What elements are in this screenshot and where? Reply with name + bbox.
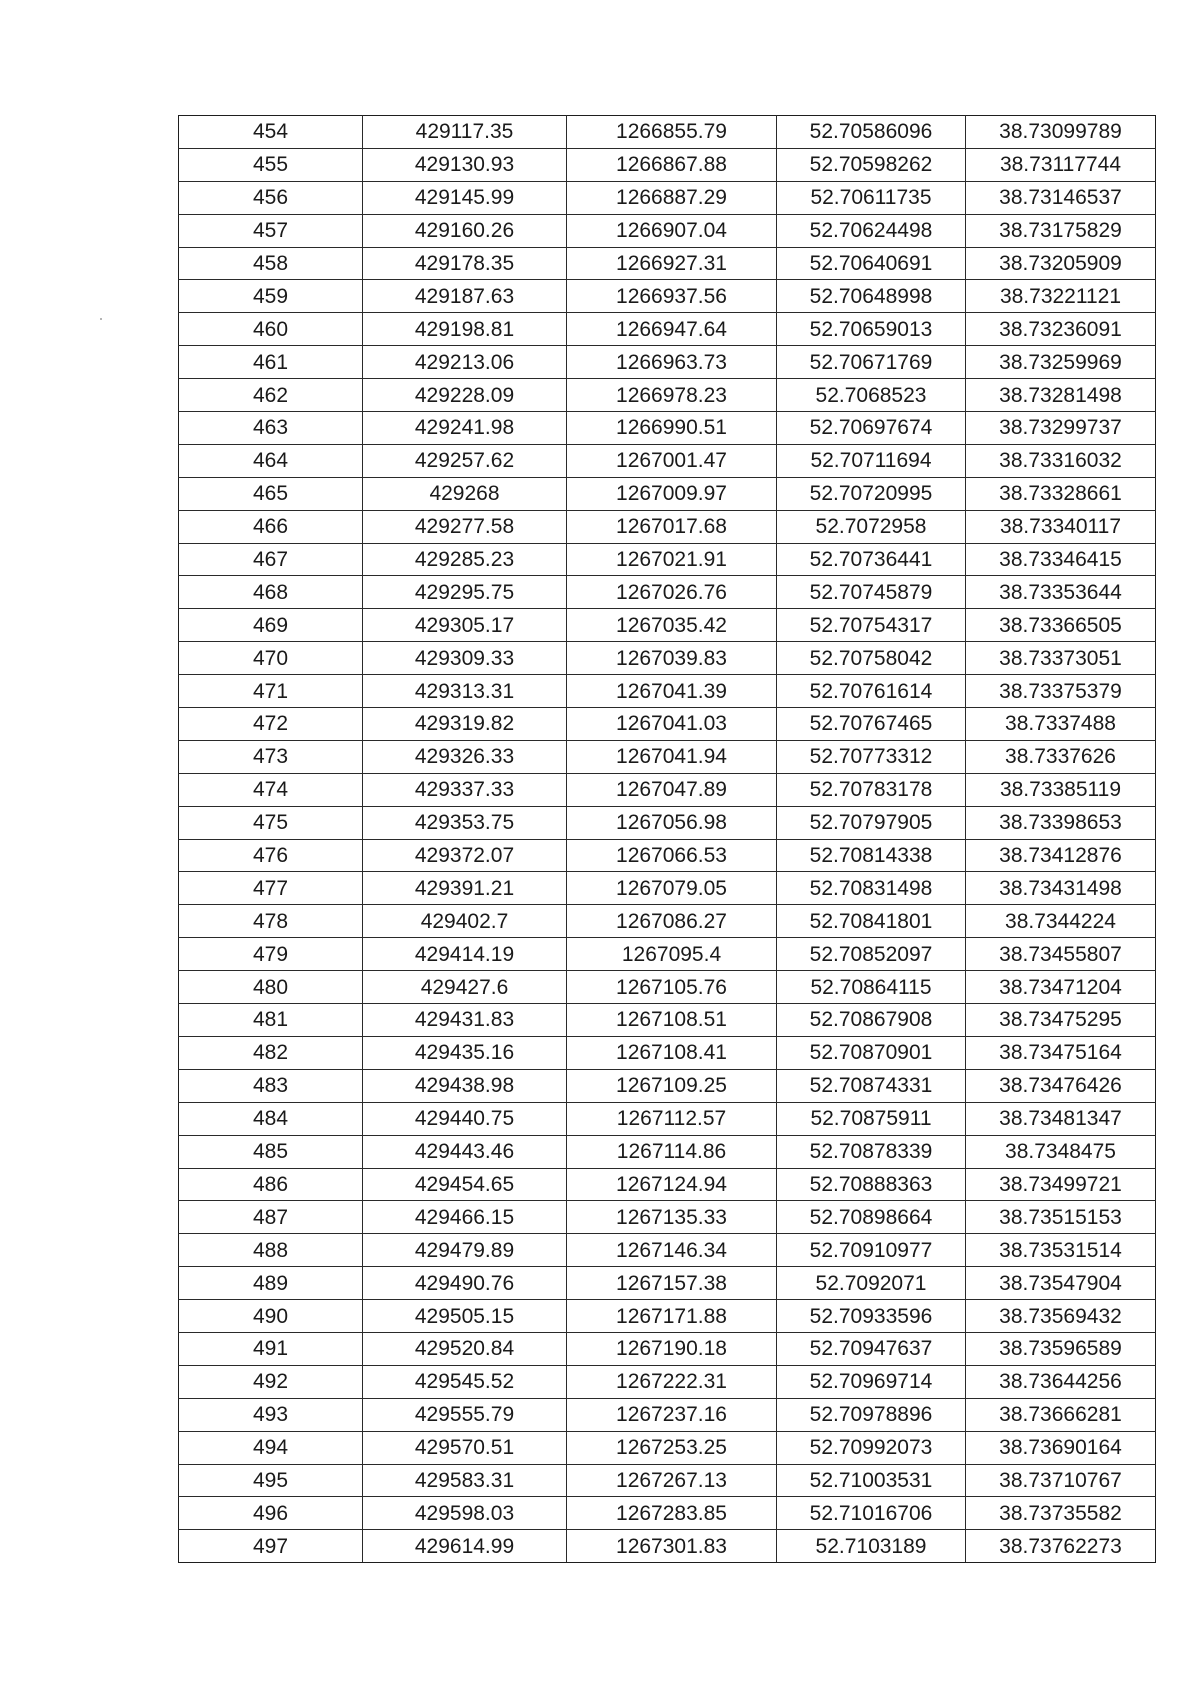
longitude-cell: 38.73346415 bbox=[966, 543, 1156, 576]
table-row bbox=[179, 1332, 1156, 1365]
latitude-cell: 52.70586096 bbox=[777, 116, 966, 149]
y-coordinate-cell: 1267021.91 bbox=[567, 543, 777, 576]
longitude-cell: 38.73259969 bbox=[966, 346, 1156, 379]
x-coordinate-cell: 429213.06 bbox=[363, 346, 567, 379]
y-coordinate-cell: 1267047.89 bbox=[567, 773, 777, 806]
y-coordinate-cell: 1267301.83 bbox=[567, 1530, 777, 1563]
x-coordinate-cell: 429466.15 bbox=[363, 1201, 567, 1234]
table-row bbox=[179, 938, 1156, 971]
table-row bbox=[179, 971, 1156, 1004]
x-coordinate-cell: 429391.21 bbox=[363, 872, 567, 905]
x-coordinate-cell: 429598.03 bbox=[363, 1497, 567, 1530]
x-coordinate-cell: 429319.82 bbox=[363, 708, 567, 741]
latitude-cell: 52.70697674 bbox=[777, 412, 966, 445]
point-number-cell: 484 bbox=[179, 1102, 363, 1135]
y-coordinate-cell: 1266927.31 bbox=[567, 247, 777, 280]
latitude-cell: 52.70758042 bbox=[777, 642, 966, 675]
longitude-cell: 38.73476426 bbox=[966, 1069, 1156, 1102]
point-number-cell: 466 bbox=[179, 510, 363, 543]
x-coordinate-cell: 429490.76 bbox=[363, 1267, 567, 1300]
longitude-cell: 38.73205909 bbox=[966, 247, 1156, 280]
point-number-cell: 455 bbox=[179, 148, 363, 181]
y-coordinate-cell: 1267267.13 bbox=[567, 1464, 777, 1497]
x-coordinate-cell: 429545.52 bbox=[363, 1365, 567, 1398]
point-number-cell: 477 bbox=[179, 872, 363, 905]
x-coordinate-cell: 429414.19 bbox=[363, 938, 567, 971]
latitude-cell: 52.70852097 bbox=[777, 938, 966, 971]
point-number-cell: 474 bbox=[179, 773, 363, 806]
y-coordinate-cell: 1267112.57 bbox=[567, 1102, 777, 1135]
y-coordinate-cell: 1267041.03 bbox=[567, 708, 777, 741]
point-number-cell: 486 bbox=[179, 1168, 363, 1201]
table-row bbox=[179, 905, 1156, 938]
point-number-cell: 491 bbox=[179, 1332, 363, 1365]
point-number-cell: 496 bbox=[179, 1497, 363, 1530]
point-number-cell: 473 bbox=[179, 740, 363, 773]
latitude-cell: 52.70671769 bbox=[777, 346, 966, 379]
table-row bbox=[179, 1234, 1156, 1267]
point-number-cell: 483 bbox=[179, 1069, 363, 1102]
table-row bbox=[179, 510, 1156, 543]
table-row bbox=[179, 1530, 1156, 1563]
latitude-cell: 52.70797905 bbox=[777, 806, 966, 839]
table-row bbox=[179, 1201, 1156, 1234]
point-number-cell: 494 bbox=[179, 1431, 363, 1464]
x-coordinate-cell: 429277.58 bbox=[363, 510, 567, 543]
longitude-cell: 38.73375379 bbox=[966, 675, 1156, 708]
point-number-cell: 488 bbox=[179, 1234, 363, 1267]
table-row bbox=[179, 379, 1156, 412]
table-row bbox=[179, 543, 1156, 576]
x-coordinate-cell: 429372.07 bbox=[363, 839, 567, 872]
y-coordinate-cell: 1267086.27 bbox=[567, 905, 777, 938]
point-number-cell: 461 bbox=[179, 346, 363, 379]
longitude-cell: 38.73340117 bbox=[966, 510, 1156, 543]
table-row bbox=[179, 708, 1156, 741]
latitude-cell: 52.70898664 bbox=[777, 1201, 966, 1234]
point-number-cell: 454 bbox=[179, 116, 363, 149]
y-coordinate-cell: 1266907.04 bbox=[567, 214, 777, 247]
x-coordinate-cell: 429268 bbox=[363, 477, 567, 510]
latitude-cell: 52.70878339 bbox=[777, 1135, 966, 1168]
x-coordinate-cell: 429228.09 bbox=[363, 379, 567, 412]
x-coordinate-cell: 429117.35 bbox=[363, 116, 567, 149]
table-row bbox=[179, 280, 1156, 313]
table-row bbox=[179, 1365, 1156, 1398]
table-row bbox=[179, 773, 1156, 806]
latitude-cell: 52.70831498 bbox=[777, 872, 966, 905]
x-coordinate-cell: 429313.31 bbox=[363, 675, 567, 708]
x-coordinate-cell: 429309.33 bbox=[363, 642, 567, 675]
point-number-cell: 464 bbox=[179, 444, 363, 477]
longitude-cell: 38.73373051 bbox=[966, 642, 1156, 675]
table-row bbox=[179, 412, 1156, 445]
longitude-cell: 38.73547904 bbox=[966, 1267, 1156, 1300]
latitude-cell: 52.70745879 bbox=[777, 576, 966, 609]
table-row bbox=[179, 1036, 1156, 1069]
y-coordinate-cell: 1267056.98 bbox=[567, 806, 777, 839]
table-row bbox=[179, 181, 1156, 214]
y-coordinate-cell: 1266855.79 bbox=[567, 116, 777, 149]
point-number-cell: 463 bbox=[179, 412, 363, 445]
table-row bbox=[179, 214, 1156, 247]
table-row bbox=[179, 675, 1156, 708]
table-row bbox=[179, 1300, 1156, 1333]
point-number-cell: 469 bbox=[179, 609, 363, 642]
latitude-cell: 52.70720995 bbox=[777, 477, 966, 510]
x-coordinate-cell: 429178.35 bbox=[363, 247, 567, 280]
longitude-cell: 38.73455807 bbox=[966, 938, 1156, 971]
longitude-cell: 38.73236091 bbox=[966, 313, 1156, 346]
longitude-cell: 38.7348475 bbox=[966, 1135, 1156, 1168]
x-coordinate-cell: 429431.83 bbox=[363, 1004, 567, 1037]
longitude-cell: 38.73175829 bbox=[966, 214, 1156, 247]
x-coordinate-cell: 429505.15 bbox=[363, 1300, 567, 1333]
longitude-cell: 38.73475164 bbox=[966, 1036, 1156, 1069]
table-row bbox=[179, 1135, 1156, 1168]
latitude-cell: 52.70773312 bbox=[777, 740, 966, 773]
table-row bbox=[179, 609, 1156, 642]
table-row bbox=[179, 1398, 1156, 1431]
x-coordinate-cell: 429520.84 bbox=[363, 1332, 567, 1365]
y-coordinate-cell: 1267026.76 bbox=[567, 576, 777, 609]
longitude-cell: 38.73316032 bbox=[966, 444, 1156, 477]
point-number-cell: 462 bbox=[179, 379, 363, 412]
longitude-cell: 38.73146537 bbox=[966, 181, 1156, 214]
y-coordinate-cell: 1266963.73 bbox=[567, 346, 777, 379]
y-coordinate-cell: 1267041.39 bbox=[567, 675, 777, 708]
x-coordinate-cell: 429160.26 bbox=[363, 214, 567, 247]
latitude-cell: 52.70978896 bbox=[777, 1398, 966, 1431]
longitude-cell: 38.73531514 bbox=[966, 1234, 1156, 1267]
y-coordinate-cell: 1267253.25 bbox=[567, 1431, 777, 1464]
x-coordinate-cell: 429326.33 bbox=[363, 740, 567, 773]
x-coordinate-cell: 429241.98 bbox=[363, 412, 567, 445]
latitude-cell: 52.70875911 bbox=[777, 1102, 966, 1135]
latitude-cell: 52.70648998 bbox=[777, 280, 966, 313]
longitude-cell: 38.73366505 bbox=[966, 609, 1156, 642]
longitude-cell: 38.73690164 bbox=[966, 1431, 1156, 1464]
latitude-cell: 52.70864115 bbox=[777, 971, 966, 1004]
latitude-cell: 52.70640691 bbox=[777, 247, 966, 280]
latitude-cell: 52.70947637 bbox=[777, 1332, 966, 1365]
y-coordinate-cell: 1267124.94 bbox=[567, 1168, 777, 1201]
point-number-cell: 478 bbox=[179, 905, 363, 938]
table-row bbox=[179, 1102, 1156, 1135]
x-coordinate-cell: 429402.7 bbox=[363, 905, 567, 938]
point-number-cell: 492 bbox=[179, 1365, 363, 1398]
longitude-cell: 38.73666281 bbox=[966, 1398, 1156, 1431]
y-coordinate-cell: 1266937.56 bbox=[567, 280, 777, 313]
latitude-cell: 52.70867908 bbox=[777, 1004, 966, 1037]
longitude-cell: 38.73475295 bbox=[966, 1004, 1156, 1037]
table-row bbox=[179, 116, 1156, 149]
longitude-cell: 38.73735582 bbox=[966, 1497, 1156, 1530]
y-coordinate-cell: 1267017.68 bbox=[567, 510, 777, 543]
table-row bbox=[179, 148, 1156, 181]
longitude-cell: 38.73398653 bbox=[966, 806, 1156, 839]
table-row bbox=[179, 247, 1156, 280]
point-number-cell: 485 bbox=[179, 1135, 363, 1168]
coordinates-table bbox=[178, 115, 1156, 1563]
latitude-cell: 52.70870901 bbox=[777, 1036, 966, 1069]
longitude-cell: 38.7344224 bbox=[966, 905, 1156, 938]
point-number-cell: 490 bbox=[179, 1300, 363, 1333]
longitude-cell: 38.73762273 bbox=[966, 1530, 1156, 1563]
x-coordinate-cell: 429257.62 bbox=[363, 444, 567, 477]
point-number-cell: 458 bbox=[179, 247, 363, 280]
longitude-cell: 38.7337488 bbox=[966, 708, 1156, 741]
longitude-cell: 38.73596589 bbox=[966, 1332, 1156, 1365]
table-row bbox=[179, 1168, 1156, 1201]
point-number-cell: 497 bbox=[179, 1530, 363, 1563]
x-coordinate-cell: 429130.93 bbox=[363, 148, 567, 181]
latitude-cell: 52.70711694 bbox=[777, 444, 966, 477]
latitude-cell: 52.70933596 bbox=[777, 1300, 966, 1333]
longitude-cell: 38.73099789 bbox=[966, 116, 1156, 149]
x-coordinate-cell: 429295.75 bbox=[363, 576, 567, 609]
y-coordinate-cell: 1267108.41 bbox=[567, 1036, 777, 1069]
latitude-cell: 52.70598262 bbox=[777, 148, 966, 181]
longitude-cell: 38.73471204 bbox=[966, 971, 1156, 1004]
table-row bbox=[179, 1497, 1156, 1530]
table-row bbox=[179, 346, 1156, 379]
y-coordinate-cell: 1267283.85 bbox=[567, 1497, 777, 1530]
latitude-cell: 52.70659013 bbox=[777, 313, 966, 346]
y-coordinate-cell: 1267157.38 bbox=[567, 1267, 777, 1300]
longitude-cell: 38.7337626 bbox=[966, 740, 1156, 773]
x-coordinate-cell: 429438.98 bbox=[363, 1069, 567, 1102]
y-coordinate-cell: 1267237.16 bbox=[567, 1398, 777, 1431]
longitude-cell: 38.73569432 bbox=[966, 1300, 1156, 1333]
y-coordinate-cell: 1267001.47 bbox=[567, 444, 777, 477]
latitude-cell: 52.70814338 bbox=[777, 839, 966, 872]
longitude-cell: 38.73353644 bbox=[966, 576, 1156, 609]
table-row bbox=[179, 1431, 1156, 1464]
longitude-cell: 38.73299737 bbox=[966, 412, 1156, 445]
point-number-cell: 480 bbox=[179, 971, 363, 1004]
x-coordinate-cell: 429555.79 bbox=[363, 1398, 567, 1431]
table-row bbox=[179, 1464, 1156, 1497]
point-number-cell: 472 bbox=[179, 708, 363, 741]
latitude-cell: 52.7072958 bbox=[777, 510, 966, 543]
x-coordinate-cell: 429614.99 bbox=[363, 1530, 567, 1563]
x-coordinate-cell: 429285.23 bbox=[363, 543, 567, 576]
x-coordinate-cell: 429145.99 bbox=[363, 181, 567, 214]
y-coordinate-cell: 1267108.51 bbox=[567, 1004, 777, 1037]
longitude-cell: 38.73515153 bbox=[966, 1201, 1156, 1234]
latitude-cell: 52.7103189 bbox=[777, 1530, 966, 1563]
latitude-cell: 52.70624498 bbox=[777, 214, 966, 247]
y-coordinate-cell: 1266887.29 bbox=[567, 181, 777, 214]
x-coordinate-cell: 429427.6 bbox=[363, 971, 567, 1004]
y-coordinate-cell: 1267190.18 bbox=[567, 1332, 777, 1365]
latitude-cell: 52.70754317 bbox=[777, 609, 966, 642]
table-row bbox=[179, 1267, 1156, 1300]
y-coordinate-cell: 1266990.51 bbox=[567, 412, 777, 445]
latitude-cell: 52.71003531 bbox=[777, 1464, 966, 1497]
latitude-cell: 52.70767465 bbox=[777, 708, 966, 741]
y-coordinate-cell: 1267079.05 bbox=[567, 872, 777, 905]
y-coordinate-cell: 1267146.34 bbox=[567, 1234, 777, 1267]
point-number-cell: 465 bbox=[179, 477, 363, 510]
table-row bbox=[179, 839, 1156, 872]
x-coordinate-cell: 429305.17 bbox=[363, 609, 567, 642]
longitude-cell: 38.73385119 bbox=[966, 773, 1156, 806]
table-row bbox=[179, 477, 1156, 510]
x-coordinate-cell: 429454.65 bbox=[363, 1168, 567, 1201]
longitude-cell: 38.73328661 bbox=[966, 477, 1156, 510]
y-coordinate-cell: 1267105.76 bbox=[567, 971, 777, 1004]
x-coordinate-cell: 429570.51 bbox=[363, 1431, 567, 1464]
y-coordinate-cell: 1266867.88 bbox=[567, 148, 777, 181]
latitude-cell: 52.70611735 bbox=[777, 181, 966, 214]
latitude-cell: 52.70736441 bbox=[777, 543, 966, 576]
longitude-cell: 38.73481347 bbox=[966, 1102, 1156, 1135]
latitude-cell: 52.70888363 bbox=[777, 1168, 966, 1201]
point-number-cell: 481 bbox=[179, 1004, 363, 1037]
table-row bbox=[179, 313, 1156, 346]
x-coordinate-cell: 429435.16 bbox=[363, 1036, 567, 1069]
latitude-cell: 52.70874331 bbox=[777, 1069, 966, 1102]
point-number-cell: 479 bbox=[179, 938, 363, 971]
latitude-cell: 52.70992073 bbox=[777, 1431, 966, 1464]
point-number-cell: 471 bbox=[179, 675, 363, 708]
table-row bbox=[179, 1069, 1156, 1102]
longitude-cell: 38.73281498 bbox=[966, 379, 1156, 412]
latitude-cell: 52.7068523 bbox=[777, 379, 966, 412]
y-coordinate-cell: 1267114.86 bbox=[567, 1135, 777, 1168]
point-number-cell: 460 bbox=[179, 313, 363, 346]
point-number-cell: 476 bbox=[179, 839, 363, 872]
latitude-cell: 52.70910977 bbox=[777, 1234, 966, 1267]
table-row bbox=[179, 642, 1156, 675]
scan-speck bbox=[100, 318, 102, 320]
table-row bbox=[179, 806, 1156, 839]
y-coordinate-cell: 1267035.42 bbox=[567, 609, 777, 642]
x-coordinate-cell: 429337.33 bbox=[363, 773, 567, 806]
latitude-cell: 52.70783178 bbox=[777, 773, 966, 806]
y-coordinate-cell: 1267041.94 bbox=[567, 740, 777, 773]
point-number-cell: 467 bbox=[179, 543, 363, 576]
point-number-cell: 495 bbox=[179, 1464, 363, 1497]
point-number-cell: 457 bbox=[179, 214, 363, 247]
x-coordinate-cell: 429583.31 bbox=[363, 1464, 567, 1497]
point-number-cell: 475 bbox=[179, 806, 363, 839]
y-coordinate-cell: 1267039.83 bbox=[567, 642, 777, 675]
x-coordinate-cell: 429187.63 bbox=[363, 280, 567, 313]
point-number-cell: 487 bbox=[179, 1201, 363, 1234]
table-row bbox=[179, 576, 1156, 609]
y-coordinate-cell: 1267222.31 bbox=[567, 1365, 777, 1398]
point-number-cell: 459 bbox=[179, 280, 363, 313]
y-coordinate-cell: 1266947.64 bbox=[567, 313, 777, 346]
longitude-cell: 38.73221121 bbox=[966, 280, 1156, 313]
x-coordinate-cell: 429440.75 bbox=[363, 1102, 567, 1135]
longitude-cell: 38.73117744 bbox=[966, 148, 1156, 181]
x-coordinate-cell: 429443.46 bbox=[363, 1135, 567, 1168]
longitude-cell: 38.73644256 bbox=[966, 1365, 1156, 1398]
y-coordinate-cell: 1267109.25 bbox=[567, 1069, 777, 1102]
point-number-cell: 493 bbox=[179, 1398, 363, 1431]
longitude-cell: 38.73412876 bbox=[966, 839, 1156, 872]
point-number-cell: 489 bbox=[179, 1267, 363, 1300]
table-row bbox=[179, 1004, 1156, 1037]
longitude-cell: 38.73710767 bbox=[966, 1464, 1156, 1497]
y-coordinate-cell: 1267135.33 bbox=[567, 1201, 777, 1234]
latitude-cell: 52.70969714 bbox=[777, 1365, 966, 1398]
latitude-cell: 52.70761614 bbox=[777, 675, 966, 708]
table-row bbox=[179, 872, 1156, 905]
y-coordinate-cell: 1267066.53 bbox=[567, 839, 777, 872]
x-coordinate-cell: 429479.89 bbox=[363, 1234, 567, 1267]
latitude-cell: 52.71016706 bbox=[777, 1497, 966, 1530]
latitude-cell: 52.7092071 bbox=[777, 1267, 966, 1300]
y-coordinate-cell: 1267095.4 bbox=[567, 938, 777, 971]
y-coordinate-cell: 1267171.88 bbox=[567, 1300, 777, 1333]
point-number-cell: 456 bbox=[179, 181, 363, 214]
y-coordinate-cell: 1266978.23 bbox=[567, 379, 777, 412]
point-number-cell: 468 bbox=[179, 576, 363, 609]
table-row bbox=[179, 740, 1156, 773]
y-coordinate-cell: 1267009.97 bbox=[567, 477, 777, 510]
longitude-cell: 38.73431498 bbox=[966, 872, 1156, 905]
coordinates-table-body bbox=[179, 116, 1156, 1563]
x-coordinate-cell: 429353.75 bbox=[363, 806, 567, 839]
x-coordinate-cell: 429198.81 bbox=[363, 313, 567, 346]
latitude-cell: 52.70841801 bbox=[777, 905, 966, 938]
longitude-cell: 38.73499721 bbox=[966, 1168, 1156, 1201]
point-number-cell: 482 bbox=[179, 1036, 363, 1069]
point-number-cell: 470 bbox=[179, 642, 363, 675]
table-row bbox=[179, 444, 1156, 477]
